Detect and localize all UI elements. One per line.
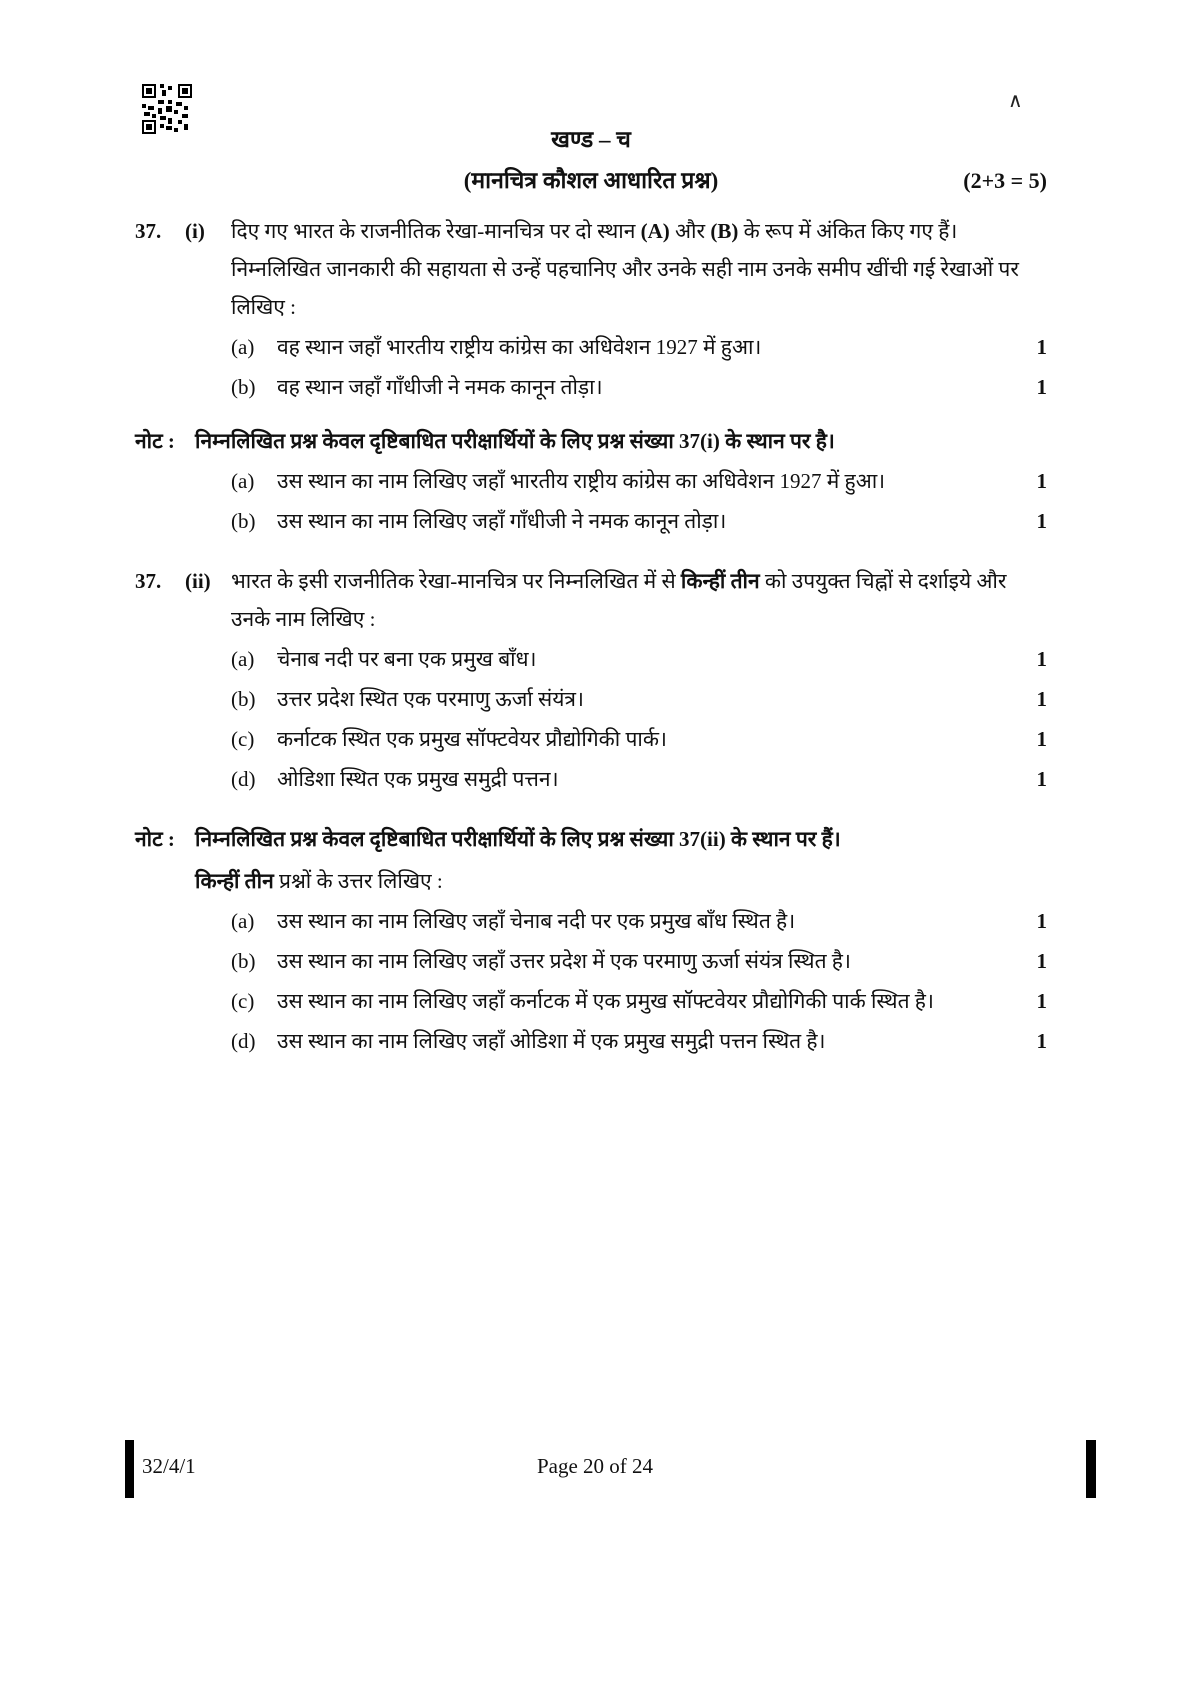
list-item: [135, 680, 1047, 718]
item-label: (b): [231, 949, 256, 973]
item-marks: 1: [1036, 375, 1047, 399]
instruction-text: प्रश्नों के उत्तर लिखिए :: [273, 869, 443, 893]
item-label: (c): [231, 989, 255, 1013]
intro-text: भारत के इसी राजनीतिक रेखा-मानचित्र पर निम्नलिखित में से: [231, 569, 681, 593]
item-marks: 1: [1036, 727, 1047, 751]
item-marks: 1: [1036, 909, 1047, 933]
item-marks: 1: [1036, 989, 1047, 1013]
intro-text: को उपयुक्त चिह्नों से दर्शाइये और उनके नाम लिखिए :: [231, 569, 1007, 631]
section-title: खण्ड – च: [551, 127, 631, 152]
instruction-emphasis: किन्हीं तीन: [195, 869, 274, 893]
item-marks: 1: [1036, 335, 1047, 359]
item-label: (a): [231, 335, 255, 359]
list-item: [135, 760, 1047, 798]
page-number: Page 20 of 24: [536, 1454, 654, 1478]
intro-emphasis: किन्हीं तीन: [680, 569, 760, 593]
item-text: चेनाब नदी पर बना एक प्रमुख बाँध।: [277, 647, 537, 671]
item-text: उस स्थान का नाम लिखिए जहाँ चेनाब नदी पर एक प्रमुख बाँध स्थित है।: [277, 909, 796, 933]
question-intro: [231, 212, 1047, 326]
item-label: (d): [231, 767, 256, 791]
list-item: [135, 902, 1047, 940]
section-subtitle: (मानचित्र कौशल आधारित प्रश्न): [463, 168, 719, 193]
item-label: (c): [231, 727, 255, 751]
item-text: उस स्थान का नाम लिखिए जहाँ ओडिशा में एक प्रमुख समुद्री पत्तन स्थित है।: [277, 1029, 826, 1053]
page-footer: [0, 1440, 1190, 1500]
list-item: [135, 942, 1047, 980]
item-label: (d): [231, 1029, 256, 1053]
crop-mark-right: [1086, 1440, 1096, 1498]
item-marks: 1: [1036, 767, 1047, 791]
item-text: वह स्थान जहाँ भारतीय राष्ट्रीय कांग्रेस का अधिवेशन 1927 में हुआ।: [277, 335, 762, 359]
question-part: (i): [185, 219, 205, 243]
intro-text: दिए गए भारत के राजनीतिक रेखा-मानचित्र पर दो स्थान: [231, 219, 641, 243]
list-item: [135, 1022, 1047, 1060]
list-item: [135, 640, 1047, 678]
paper-code: 32/4/1: [142, 1454, 196, 1478]
item-label: (a): [231, 647, 255, 671]
item-text: उस स्थान का नाम लिखिए जहाँ कर्नाटक में एक प्रमुख सॉफ्टवेयर प्रौद्योगिकी पार्क स्थित है।: [277, 989, 934, 1013]
item-marks: 1: [1036, 469, 1047, 493]
note-text: निम्नलिखित प्रश्न केवल दृष्टिबाधित परीक्षार्थियों के लिए प्रश्न संख्या 37(ii) के स्थान पर हैं।: [195, 827, 841, 851]
item-text: कर्नाटक स्थित एक प्रमुख सॉफ्टवेयर प्रौद्योगिकी पार्क।: [277, 727, 667, 751]
note-37ii: [135, 820, 1047, 1060]
item-marks: 1: [1036, 647, 1047, 671]
item-marks: 1: [1036, 509, 1047, 533]
item-label: (b): [231, 375, 256, 399]
question-number: 37.: [135, 569, 162, 593]
item-text: वह स्थान जहाँ गाँधीजी ने नमक कानून तोड़ा।: [277, 375, 603, 399]
question-number: 37.: [135, 219, 162, 243]
item-text: उत्तर प्रदेश स्थित एक परमाणु ऊर्जा संयंत्र।: [277, 687, 584, 711]
list-item: [135, 328, 1047, 366]
item-label: (a): [231, 909, 255, 933]
list-item: [135, 462, 1047, 500]
list-item: [135, 720, 1047, 758]
item-label: (b): [231, 687, 256, 711]
note-text: निम्नलिखित प्रश्न केवल दृष्टिबाधित परीक्षार्थियों के लिए प्रश्न संख्या 37(i) के स्थान पर है।: [195, 429, 835, 453]
note-label: नोट :: [135, 429, 175, 453]
item-text: उस स्थान का नाम लिखिए जहाँ भारतीय राष्ट्रीय कांग्रेस का अधिवेशन 1927 में हुआ।: [277, 469, 886, 493]
item-text: उस स्थान का नाम लिखिए जहाँ उत्तर प्रदेश में एक परमाणु ऊर्जा संयंत्र स्थित है।: [277, 949, 851, 973]
note-label: नोट :: [135, 827, 175, 851]
note-instruction: [135, 862, 1047, 900]
item-marks: 1: [1036, 1029, 1047, 1053]
list-item: [135, 502, 1047, 540]
page-body: [135, 122, 1047, 1060]
note-37i: [135, 422, 1047, 540]
item-text: ओडिशा स्थित एक प्रमुख समुद्री पत्तन।: [277, 767, 559, 791]
list-item: [135, 982, 1047, 1020]
question-37ii: [135, 562, 1047, 798]
intro-text: और: [669, 219, 711, 243]
item-marks: 1: [1036, 687, 1047, 711]
intro-text: के रूप में अंकित किए गए हैं। निम्नलिखित जानकारी की सहायता से उन्हें पहचानिए और उनके सही नाम उनके समीप खींची गई रेखाओं पर लिखिए :: [231, 219, 1019, 319]
question-intro: [231, 562, 1047, 638]
item-label: (b): [231, 509, 256, 533]
question-37i: [135, 212, 1047, 406]
item-marks: 1: [1036, 949, 1047, 973]
marks-total: (2+3 = 5): [963, 168, 1047, 193]
place-label-b: (B): [710, 219, 739, 243]
caret-up-icon: ∧: [1008, 88, 1023, 112]
item-text: उस स्थान का नाम लिखिए जहाँ गाँधीजी ने नमक कानून तोड़ा।: [277, 509, 727, 533]
question-part: (ii): [185, 569, 211, 593]
item-label: (a): [231, 469, 255, 493]
list-item: [135, 368, 1047, 406]
place-label-a: (A): [640, 219, 670, 243]
